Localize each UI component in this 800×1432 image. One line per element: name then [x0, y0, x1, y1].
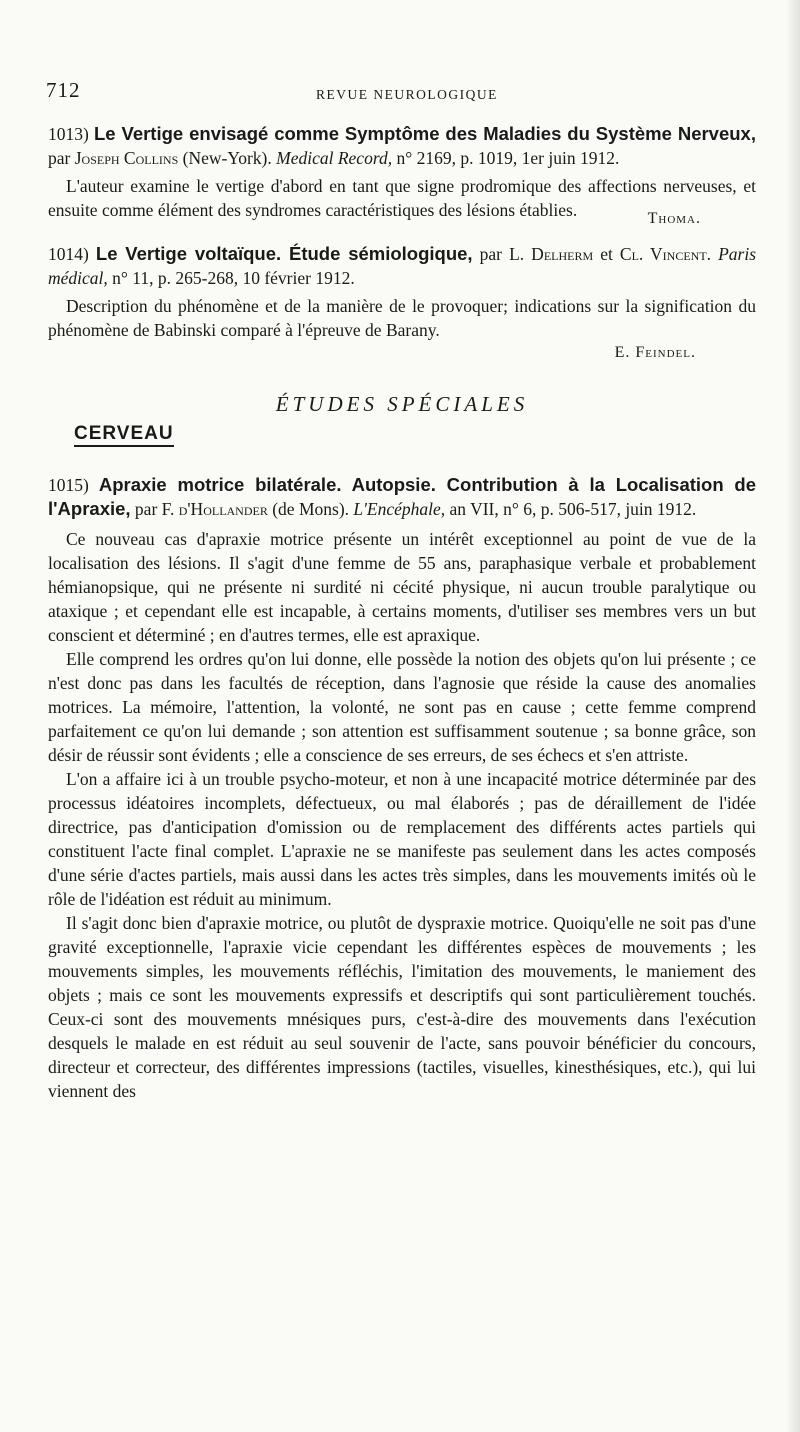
entry-title: Le Vertige envisagé comme Symptôme des Maladies du Système Nerveux, [93, 123, 756, 144]
entry-by: par [134, 499, 158, 519]
entry-1014-heading [48, 242, 756, 290]
entry-1013-heading [48, 122, 756, 170]
entry-1013-abstract: L'auteur examine le vertige d'abord en tant que signe prodromique des affections nerveuses, et ensuite comme élément des syndromes caractéristiques des lésions établies. [48, 176, 756, 220]
section-title: ÉTUDES SPÉCIALES [275, 392, 529, 416]
entry-reference: an VII, n° 6, p. 506-517, juin 1912. [449, 499, 697, 519]
entry-by: par [48, 148, 71, 168]
subsection-title: CERVEAU [74, 423, 174, 447]
entry-1015-paragraph: L'on a affaire ici à un trouble psycho-moteur, et non à une incapacité motrice déterminée par des processus idéatoires incomplets, défectueux, ou mal élaborés ; pas de déraillement de l'idée directrice, pas d'anticipation d'omission ou de remplacement des différents actes partiels qui constituent l'acte final complet. L'apraxie ne se manifeste pas seulement dans les actes composés d'une série d'actes partiels, mais aussi dans les actes très simples, dans les mouvements imités où le rôle de l'idéation est réduit au minimum. [48, 769, 756, 909]
entry-journal: Medical Record, [276, 148, 393, 168]
page-number: 712 [46, 78, 81, 102]
entry-author: F. d'Hollander [161, 499, 268, 519]
entry-place: (de Mons). [272, 499, 350, 519]
entry-1014-signature: E. Feindel. [614, 344, 696, 361]
entry-author: Joseph Collins [74, 148, 179, 168]
entry-1015-paragraph: Elle comprend les ordres qu'on lui donne, elle possède la notion des objets qu'on lui présente ; ce n'est donc pas dans les facultés de réception, dans l'agnosie que réside la cause des anomalies motrices. La mémoire, l'attention, la volonté, ne sont pas en cause ; cette femme comprend parfaitement ce qu'on lui demande ; son attention est suffisamment soutenue ; sa bonne grâce, son désir de réussir sont évidents ; elle a conscience de ses erreurs, de ses échecs et s'en attriste. [48, 649, 756, 765]
entry-reference: n° 11, p. 265-268, 10 février 1912. [112, 268, 355, 288]
entry-title: Apraxie motrice bilatérale. Autopsie. Contribution à la Localisation de l'Apraxie, [48, 474, 757, 519]
page-edge-shadow [786, 0, 800, 1432]
entry-reference: n° 2169, p. 1019, 1er juin 1912. [396, 148, 620, 168]
entry-journal: L'Encéphale, [353, 499, 446, 519]
entry-and: et [600, 244, 613, 264]
entry-1014-abstract: Description du phénomène et de la manière de le provoquer; indications sur la signification du phénomène de Babinski comparé à l'épreuve de Barany. [48, 296, 756, 340]
entry-title: Le Vertige voltaïque. Étude sémiologique, [95, 243, 473, 264]
entry-by: par [479, 244, 502, 264]
entry-number: 1014) [48, 244, 89, 264]
page-content [48, 122, 756, 1103]
entry-1013-signature: Thoma. [647, 210, 701, 227]
page-header [46, 78, 756, 106]
entry-1015-paragraph: Ce nouveau cas d'apraxie motrice présente un intérêt exceptionnel au point de vue de la localisation des lésions. Il s'agit d'une femme de 55 ans, paraphasique verbale et probablement hémianopsique, qui ne présente ni surdité ni cécité physique, ni aucun trouble paralytique ou ataxique ; et cependant elle est incapable, à certains moments, d'utiliser ses membres vers un but conscient et déterminé ; en d'autres termes, elle est apraxique. [48, 529, 756, 645]
entry-place: (New-York). [182, 148, 272, 168]
entry-author-2: Cl. Vincent. [619, 244, 712, 264]
entry-author: L. Delherm [509, 244, 594, 264]
entry-1015-paragraph: Il s'agit donc bien d'apraxie motrice, ou plutôt de dyspraxie motrice. Quoiqu'elle ne soit pas d'une gravité exceptionnelle, l'apraxie vicie cependant les différentes espèces de mouvements ; les mouvements simples, les mouvements réfléchis, l'imitation des mouvements, le maniement des objets ; mais ce sont les mouvements expressifs et descriptifs qui sont particulièrement touchés. Ceux-ci sont des mouvements mnésiques purs, c'est-à-dire des mouvements dans l'exécution desquels le malade en est réduit au seul souvenir de l'acte, sans pouvoir bénéficier du concours, directeur et correcteur, des différentes impressions (tactiles, visuelles, kinesthésiques, etc.), qui lui viennent des [48, 913, 756, 1101]
running-title: REVUE NEUROLOGIQUE [316, 87, 498, 102]
entry-1015-heading [48, 473, 756, 521]
entry-number: 1015) [48, 475, 89, 495]
entry-journal: Paris médical, [48, 244, 757, 288]
entry-number: 1013) [48, 124, 89, 144]
